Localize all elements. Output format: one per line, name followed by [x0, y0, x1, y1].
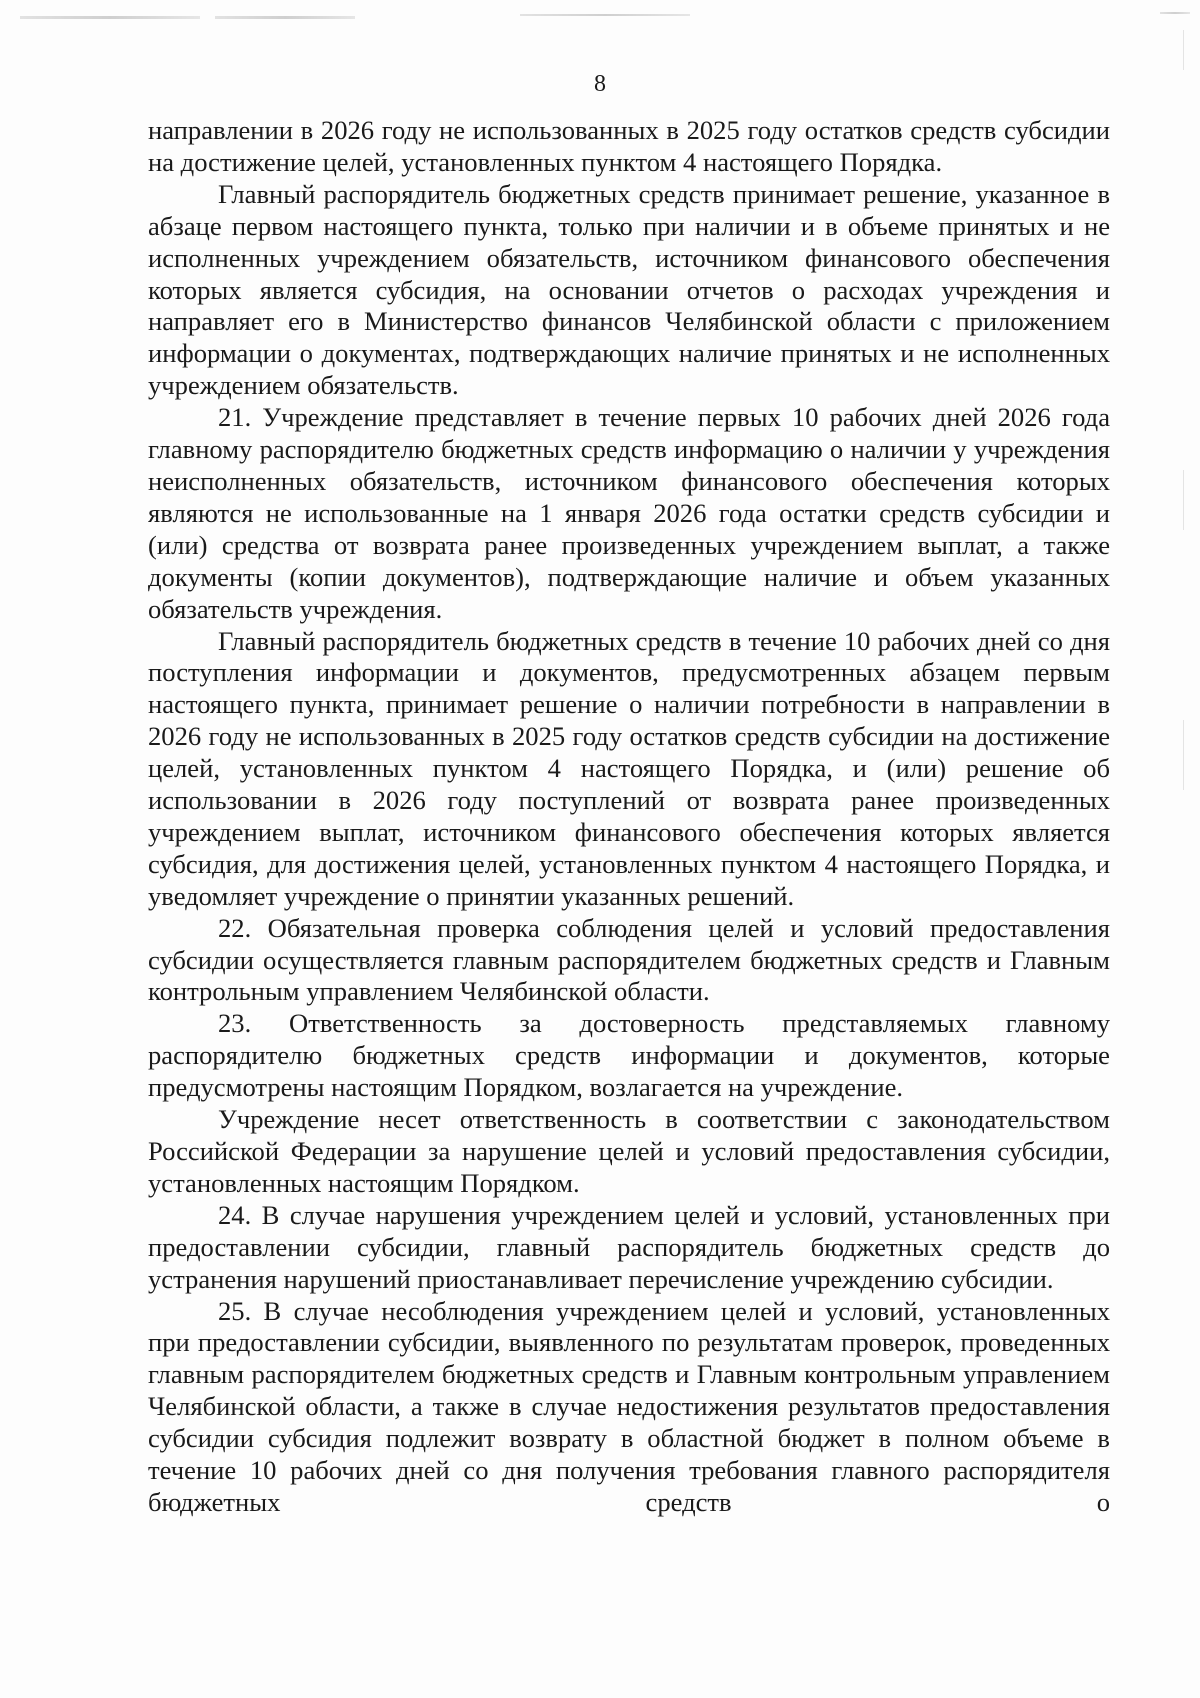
paragraph-continuation: направлении в 2026 году не использованных в 2025 году остатков средств субсидии на достижение целей, установленных пунктом 4 настоящего Порядка.	[148, 115, 1110, 177]
scan-artifact	[1183, 470, 1184, 530]
scan-artifact	[20, 16, 200, 19]
scan-artifact	[215, 16, 355, 19]
paragraph-item-23: 23. Ответственность за достоверность представляемых главному распорядителю бюджетных средств информации и документов, которые предусмотрены настоящим Порядком, возлагается на учреждение.	[148, 1008, 1110, 1103]
scan-artifact	[1183, 720, 1184, 790]
scan-artifact	[520, 14, 690, 16]
paragraph-item-25: 25. В случае несоблюдения учреждением целей и условий, установленных при предоставлении субсидии, выявленного по результатам проверок, проведенных главным распорядителем бюджетных средств и Главным контрольным управлением Челябинской области, а также в случае недостижения результатов предоставления субсидии субсидия подлежит возврату в областной бюджет в полном объеме в течение 10 рабочих дней со дня получения требования главного распорядителя бюджетных средств о	[148, 1295, 1110, 1517]
paragraph-item-24: 24. В случае нарушения учреждением целей и условий, установленных при предоставлении субсидии, главный распорядитель бюджетных средств до устранения нарушений приостанавливает перечисление учреждению субсидии.	[148, 1199, 1110, 1294]
paragraph-item-22: 22. Обязательная проверка соблюдения целей и условий предоставления субсидии осуществляется главным распорядителем бюджетных средств и Главным контрольным управлением Челябинской области.	[148, 912, 1110, 1007]
paragraph-item-21-decision: Главный распорядитель бюджетных средств в течение 10 рабочих дней со дня поступления информации и документов, предусмотренных абзацем первым настоящего пункта, принимает решение о наличии потребности в направлении в 2026 году не использованных в 2025 году остатков средств субсидии на достижение целей, установленных пунктом 4 настоящего Порядка, и (или) решение об использовании в 2026 году поступлений от возврата ранее произведенных учреждением выплат, источником финансового обеспечения которых является субсидия, для достижения целей, установленных пунктом 4 настоящего Порядка, и уведомляет учреждение о принятии указанных решений.	[148, 625, 1110, 911]
paragraph-main-manager-decision: Главный распорядитель бюджетных средств принимает решение, указанное в абзаце первом настоящего пункта, только при наличии и в объеме принятых и не исполненных учреждением обязательств, источником финансового обеспечения которых является субсидия, на основании отчетов о расходах учреждения и направляет его в Министерство финансов Челябинской области с приложением информации о документах, подтверждающих наличие принятых и не исполненных учреждением обязательств.	[148, 178, 1110, 401]
page-number: 8	[594, 71, 606, 97]
paragraph-item-23-responsibility: Учреждение несет ответственность в соответствии с законодательством Российской Федерации за нарушение целей и условий предоставления субсидии, установленных настоящим Порядком.	[148, 1104, 1110, 1198]
scan-artifact	[1160, 12, 1190, 14]
scan-artifact	[1183, 30, 1184, 70]
paragraph-item-21: 21. Учреждение представляет в течение первых 10 рабочих дней 2026 года главному распорядителю бюджетных средств информацию о наличии у учреждения неисполненных обязательств, источником финансового обеспечения которых являются не использованные на 1 января 2026 года остатки средств субсидии и (или) средства от возврата ранее произведенных учреждением выплат, а также документы (копии документов), подтверждающие наличие и объем указанных обязательств учреждения.	[148, 402, 1110, 624]
document-body	[148, 115, 1110, 1519]
